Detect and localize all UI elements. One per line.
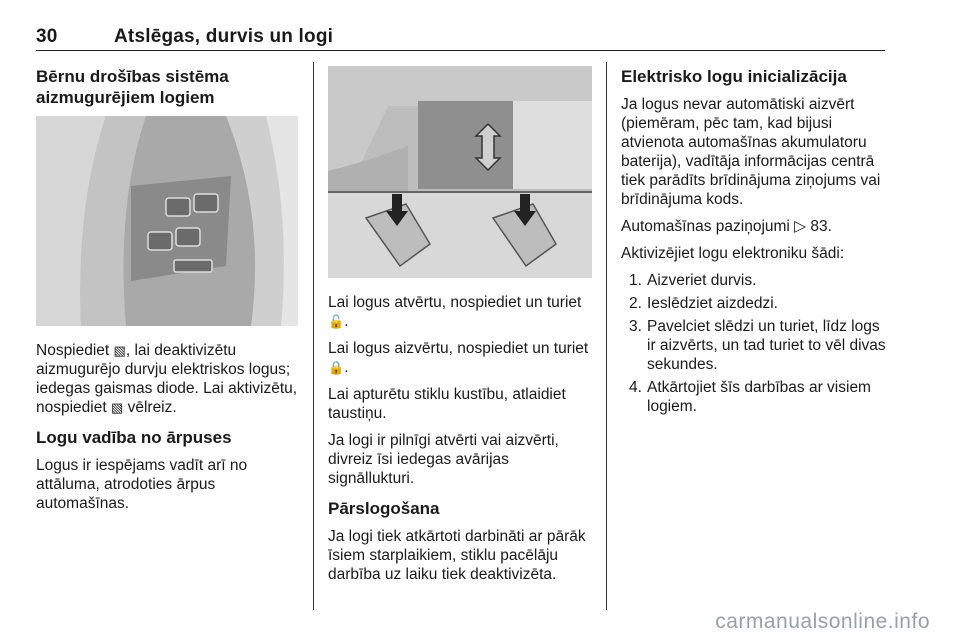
page-number: 30 [36,26,58,47]
child-lock-heading: Bērnu drošības sistēma aizmugurējiem logiem [36,67,229,107]
init-paragraph: Ja logus nevar automātiski aizvērt (piemēram, pēc tam, kad bijusi atvienota automašīnas akumulatoru baterija), vadītāja informācijas centrā tiek parādīts brīdinājuma ziņojums vai brīdinājuma kods. [621,96,881,208]
header-divider [36,50,885,51]
lock-icon: 🔒 [328,360,345,375]
activate-intro: Aktivizējiet logu elektroniku šādi: [621,245,845,262]
hazard-text: Ja logi ir pilnīgi atvērti vai aizvērti, divreiz īsi iedegas avārijas signāllukturi. [328,432,559,487]
open-windows-text: Lai logus atvērtu, nospiediet un turiet 🔓. [328,294,582,330]
chapter-title: Atslēgas, durvis un logi [114,26,334,47]
left-column-text [36,341,298,521]
overload-heading: Pārslogošana [328,499,440,518]
child-lock-instructions: Nospiediet ▧, lai deaktivizētu aizmugurējo durvju elektriskos logus; iedegas gaismas diode. Lai aktivizētu, nospiediet ▧ vēlreiz. [36,342,298,416]
remote-window-illustration [328,66,592,278]
middle-column [328,293,592,592]
stop-windows-text: Lai apturētu stiklu kustību, atlaidiet taustiņu. [328,386,566,422]
remote-heading: Logu vadība no ārpuses [36,428,232,447]
list-item: 2. Ieslēdziet aizdedzi. [629,295,778,312]
child-lock-icon: ▧ [110,400,124,415]
column-divider-1 [313,62,314,610]
remote-paragraph: Logus ir iespējams vadīt arī no attāluma, atrodoties ārpus automašīnas. [36,457,248,512]
page-ref-arrow-icon: ▷ [794,218,807,235]
right-column [621,66,889,420]
init-heading: Elektrisko logu inicializācija [621,67,847,86]
list-item: 3. Pavelciet slēdzi un turiet, līdz logs ir aizvērts, un tad turiet to vēl divas sekundes. [629,318,886,373]
close-windows-text: Lai logus aizvērtu, nospiediet un turiet 🔒. [328,340,589,376]
column-divider-2 [606,62,607,610]
unlock-icon: 🔓 [328,314,345,329]
watermark[interactable]: carmanualsonline.info [715,610,930,633]
child-lock-icon: ▧ [113,343,126,358]
left-column [36,66,298,116]
list-item: 4. Atkārtojiet šīs darbības ar visiem logiem. [629,379,871,415]
steps-list [621,271,889,416]
vehicle-messages-ref: Automašīnas paziņojumi ▷ 83. [621,218,832,235]
door-switch-illustration [36,116,298,326]
list-item: 1. Aizveriet durvis. [629,272,757,289]
page-header [36,26,333,48]
overload-paragraph: Ja logi tiek atkārtoti darbināti ar pārāk īsiem starplaikiem, stiklu pacēlāju darbība uz laiku tiek deaktivizēta. [328,528,586,583]
